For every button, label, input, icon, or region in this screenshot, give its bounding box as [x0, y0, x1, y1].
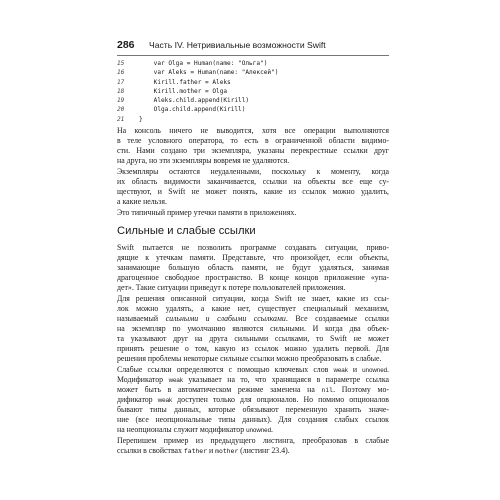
text-line — [117, 385, 389, 395]
text-line: принять решение о том, какую из ссылок можно удалить первой. Для — [117, 344, 389, 354]
paragraph — [117, 243, 389, 293]
code-text: Kirill.father = Aleks — [139, 78, 231, 86]
text-run: и — [347, 365, 363, 374]
text-run: может быть в автоматическом режиме заменена на — [117, 385, 322, 395]
keyword: unowned — [362, 367, 388, 374]
text-run: . Поэтому мо- — [333, 385, 389, 395]
text-line: та указывают друг на друга сильными ссылками, то Swift не может — [117, 334, 389, 344]
text-run: ссылки в свойствах — [117, 446, 184, 456]
text-run: называемый — [117, 314, 166, 324]
text-line: Это типичный пример утечки памяти в приложениях. — [117, 208, 297, 217]
keyword: weak — [168, 377, 183, 385]
text-line: дящие к утечкам памяти. Представьте, что произойдет, если объекты, — [117, 253, 389, 263]
keyword: unowned — [246, 427, 271, 435]
text-run: доступен только для опционалов. Но помимо опционалов — [172, 395, 389, 405]
text-line: Swift пытается не позволить программе создавать ситуации, приво- — [117, 243, 389, 252]
text-line: занимающие большую область памяти, не будут удаляться, занимая — [117, 263, 389, 273]
code-line — [117, 115, 389, 124]
page-header — [117, 39, 389, 52]
text-line: бывают типы данных, которые обязывают переменную хранить значе- — [117, 405, 389, 415]
text-line: ществуют, и Swift не может понять, какие из ссылок можно удалить, — [117, 187, 389, 197]
text-line: Для решения описанной ситуации, когда Swift не знает, какие из ссы- — [117, 294, 389, 303]
code-text: var Olga = Human(name: "Ольга") — [139, 60, 268, 67]
text-line — [117, 446, 389, 456]
paragraph — [117, 365, 389, 435]
line-number: 15 — [117, 60, 125, 67]
paragraph — [117, 294, 389, 364]
code-line — [117, 87, 389, 96]
text-line: их область видимости заканчивается, ссылки на объекты все еще су- — [117, 177, 389, 187]
running-head: Часть IV. Нетривиальные возможности Swift — [149, 40, 326, 50]
keyword: mother — [215, 447, 239, 456]
paragraph — [117, 208, 389, 218]
text-line — [117, 395, 389, 405]
text-line — [117, 314, 389, 324]
text-run: . — [270, 425, 273, 435]
keyword: nil — [321, 386, 334, 395]
text-line: лок можно удалять, а какие нет, существует специальный механизм, — [117, 304, 389, 314]
text-line: на друга, но эти экземпляры вовремя не удаляются. — [117, 156, 290, 166]
paragraph — [117, 436, 389, 456]
text-run: . — [387, 365, 389, 374]
text-run: дификатор — [117, 395, 158, 405]
text-run: Слабые ссылки определяются с помощью ключевых слов — [117, 365, 334, 374]
line-number: 18 — [117, 87, 125, 95]
section-heading: Сильные и слабые ссылки — [117, 225, 256, 237]
keyword: weak — [333, 367, 348, 374]
text-line: в теле условного оператора, то есть в ограниченной области видимо- — [117, 136, 389, 146]
text-line: сти. Нами создано три экземпляра, указаны перекрестные ссылки друг — [117, 146, 389, 156]
line-number: 16 — [117, 69, 125, 77]
text-line: Экземпляры остаются неудаленными, поскольку к моменту, когда — [117, 167, 389, 176]
line-number: 19 — [117, 97, 125, 105]
emphasis-text: сильными и слабыми ссылками — [165, 314, 286, 324]
text-run: . Все создаваемые ссылки — [285, 314, 389, 324]
text-run: указывает на то, что хранящаяся в параметре ссылка — [182, 375, 389, 385]
code-line — [117, 105, 389, 114]
text-line — [117, 425, 389, 435]
text-line: На консоль ничего не выводится, хотя все операции выполняются — [117, 126, 389, 135]
paragraph — [117, 167, 389, 207]
text-line: решения проблемы некоторые сильные ссылки можно преобразовать в слабые. — [117, 354, 382, 364]
text-line — [117, 375, 389, 385]
text-line: дет». Такие ситуации приведут к потере пользователей приложения. — [117, 283, 346, 293]
text-line: Перепишем пример из предыдущего листинга, преобразовав в слабые — [117, 436, 389, 445]
text-run: (листинг 23.4). — [238, 446, 290, 456]
code-line — [117, 59, 389, 68]
text-run: Модификатор — [117, 375, 169, 385]
code-line — [117, 78, 389, 87]
keyword: weak — [157, 397, 173, 405]
paragraph — [117, 126, 389, 166]
code-text: } — [139, 115, 143, 123]
text-line — [117, 365, 389, 375]
code-text: var Aleks = Human(name: "Алексей") — [139, 69, 279, 77]
text-line: ние (все неопциональные типы данных). Для создания слабых ссылок — [117, 415, 389, 425]
code-line — [117, 96, 389, 105]
header-rule — [117, 55, 389, 56]
text-line: а какие нельзя. — [117, 197, 167, 207]
code-text: Aleks.child.append(Kirill) — [139, 97, 250, 105]
line-number: 21 — [117, 115, 125, 123]
keyword: father — [183, 447, 207, 456]
code-line — [117, 68, 389, 77]
line-number: 17 — [117, 78, 125, 86]
code-text: Olga.child.append(Kirill) — [139, 106, 246, 114]
page-number: 286 — [117, 39, 135, 51]
line-number: 20 — [117, 106, 125, 114]
text-run: на неопционалы служит модификатор — [117, 425, 247, 435]
text-run: и — [207, 446, 216, 456]
code-text: Kirill.mother = Olga — [139, 87, 228, 95]
text-line: на экземпляр по умолчанию являются сильными. И когда два объек- — [117, 324, 389, 334]
text-line: драгоценное свободное пространство. В конце концов приложение «упа- — [117, 273, 389, 283]
code-listing — [117, 59, 389, 124]
